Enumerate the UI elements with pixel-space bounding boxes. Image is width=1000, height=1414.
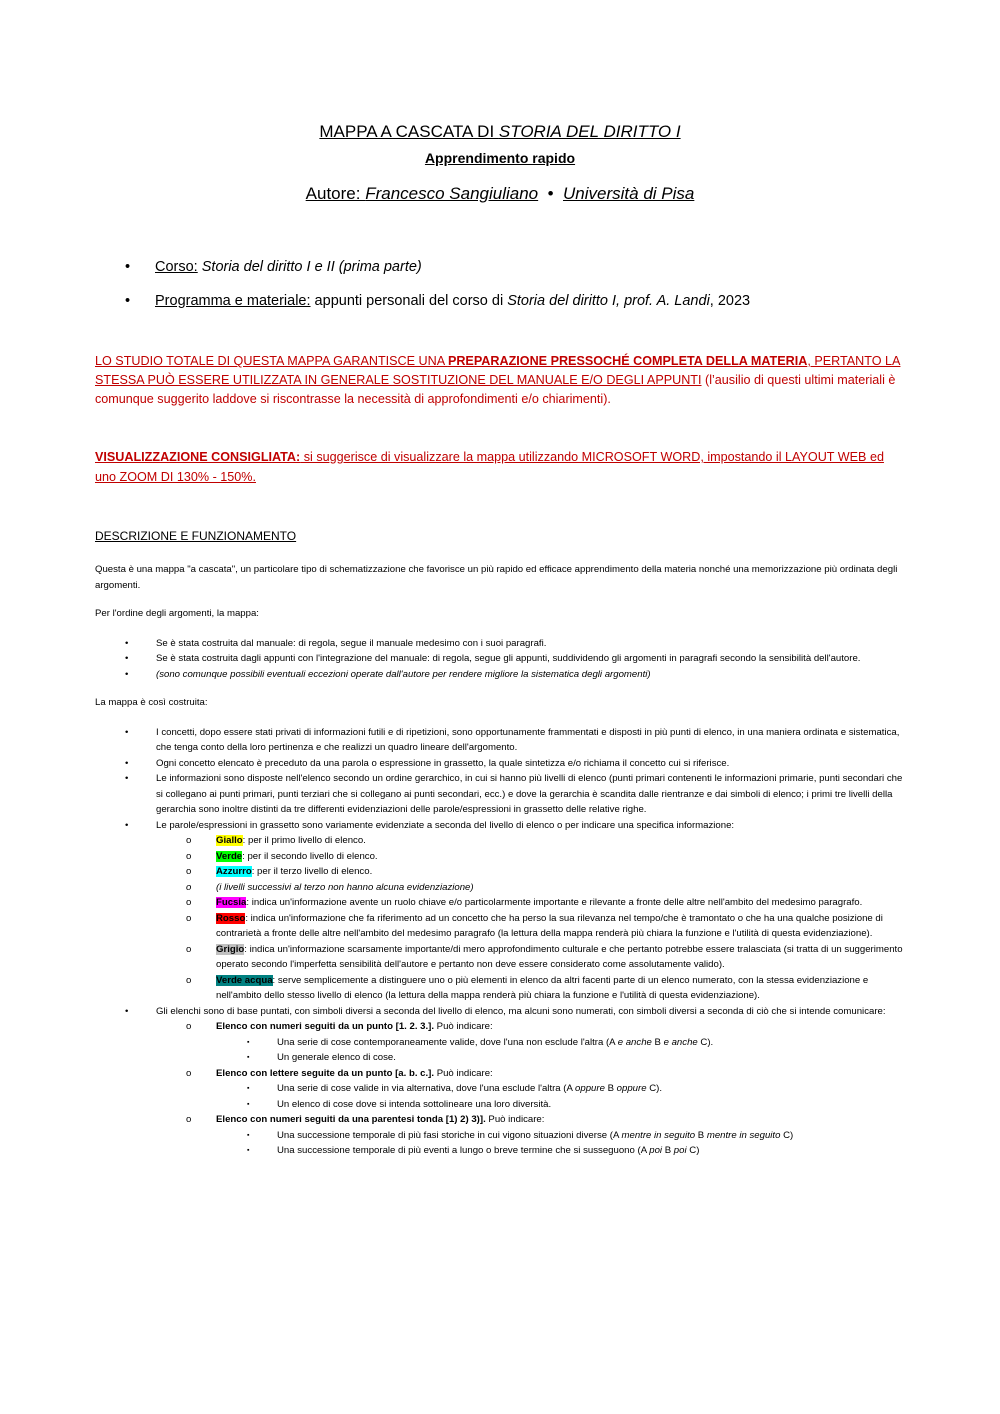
bullet-icon: •: [125, 653, 129, 664]
color-item-grey: [95, 942, 907, 973]
color-desc: : indica un'informazione scarsamente importante/di mero approfondimento culturale e che pertanto potrebbe essere tralasciata (si tratta di un suggerimento operato secondo l'imperfetta sensibilità dell'autore e pertanto non deve essere considerato come assolutamente valido).: [216, 943, 903, 970]
color-item-green: [95, 849, 907, 865]
circle-bullet-icon: o: [186, 866, 192, 877]
sub-italic: mentre in seguito: [621, 1129, 696, 1141]
sub-italic: oppure: [575, 1083, 605, 1094]
document-title: [0, 122, 1000, 142]
list-type-label: Elenco con lettere seguite da un punto [a. b. c.].: [216, 1067, 435, 1079]
color-desc: : per il primo livello di elenco.: [242, 835, 366, 846]
list-item: [95, 818, 907, 834]
circle-bullet-icon: o: [186, 1114, 192, 1125]
color-label: Fucsia: [216, 897, 247, 908]
circle-bullet-icon: o: [186, 881, 192, 893]
bullet-icon: •: [125, 668, 129, 680]
sub-text: Un generale elenco di cose.: [277, 1052, 396, 1063]
built-item-3: Le informazioni sono disposte nell'elenco secondo un ordine gerarchico, in cui si hanno più livelli di elenco (punti primari contenenti le informazioni primarie, punti secondari che si collegano ai punti primari, punti terziari che si collegano ai punti secondari, ecc.) e dove la gerarchia è scandita dalle rientranze e dai simboli di elenco; i primi tre livelli della gerarchia sono inoltre distinti da tre differenti evidenziazioni delle parole/espressioni in grassetto delle relative righe.: [156, 773, 903, 815]
list-item: [95, 651, 907, 667]
list-type-rest: Può indicare:: [434, 1067, 493, 1079]
course-value: Storia del diritto I e II (prima parte): [197, 259, 422, 275]
title-prefix: MAPPA A CASCATA DI: [319, 122, 499, 141]
color-label: Verde: [216, 850, 243, 862]
color-label: Grigio: [216, 943, 245, 955]
built-item-2: Ogni concetto elencato è preceduto da una parola o espressione in grassetto, la quale sintetizza e/o richiama il concetto cui si riferisce.: [156, 757, 730, 769]
color-item-yellow: [95, 833, 907, 849]
notice-part3: , PERTANTO LA STESSA PUÒ ESSERE UTILIZZATA IN GENERALE SOSTITUZIONE DEL MANUALE E/O DEGLI APPUNTI: [95, 354, 901, 387]
university-name: Università di Pisa: [563, 184, 695, 203]
sub-italic: e anche: [617, 1036, 652, 1048]
color-item-teal: [95, 973, 907, 1004]
sub-text: C).: [646, 1083, 662, 1094]
sub-text: Un elenco di cose dove si intenda sottolineare una loro diversità.: [277, 1098, 552, 1110]
square-bullet-icon: ▪: [247, 1147, 250, 1154]
list-type-letter-dot: [95, 1066, 907, 1082]
program-label: Programma e materiale:: [155, 293, 311, 309]
color-label: Verde acqua: [216, 974, 273, 986]
sub-italic: poi: [649, 1145, 663, 1156]
author-name: Francesco Sangiuliano: [365, 184, 539, 203]
info-list: [120, 256, 940, 324]
color-desc: : indica un'informazione che fa riferimento ad un concetto che ha perso la sua rilevanza nel tempo/che è tramontato o che ha una qualche posizione di contrarietà a fronte delle altre nell'ambito del medesimo paragrafo (la lettura della mappa renderà più chiara la funzione e l'utilità di questa evidenziazione).: [216, 912, 883, 939]
notice-paragraph: [95, 352, 907, 409]
list-item: [95, 756, 907, 772]
lists-item: Gli elenchi sono di base puntati, con simboli diversi a seconda del livello di elenco, ma alcuni sono numerati, con simboli diversi a seconda di ciò che si intende comunicare:: [156, 1005, 886, 1017]
color-label: Giallo: [216, 835, 243, 846]
list-item: [95, 667, 907, 683]
notice-part4: (l’ausilio di questi ultimi materiali è comunque suggerito laddove si riscontrasse la necessità di approfondimenti e/o chiarimenti).: [95, 373, 896, 406]
list-type-sub: [95, 1081, 907, 1097]
sub-text: B: [662, 1145, 674, 1156]
sub-italic: e anche: [663, 1036, 698, 1048]
visualization-label: VISUALIZZAZIONE CONSIGLIATA:: [95, 450, 301, 464]
order-item-3: (sono comunque possibili eventuali eccezioni operate dall'autore per rendere migliore la sistematica degli argomenti): [156, 668, 651, 680]
built-intro: La mappa è così costruita:: [95, 697, 208, 708]
author-label: Autore:: [305, 184, 366, 203]
bullet-icon: •: [125, 637, 129, 649]
list-type-sub: [95, 1128, 907, 1144]
list-type-numbered-paren: [95, 1112, 907, 1128]
bullet-icon: •: [125, 293, 131, 309]
sub-text: C): [780, 1129, 794, 1141]
program-source: Storia del diritto I, prof. A. Landi: [507, 293, 710, 309]
bullet-separator: •: [547, 184, 554, 203]
course-item: [120, 256, 940, 290]
sub-italic: mentre in seguito: [706, 1129, 781, 1141]
list-item: [95, 725, 907, 756]
list-type-sub: [95, 1097, 907, 1113]
sub-text: C): [686, 1145, 700, 1156]
sub-italic: oppure: [616, 1083, 647, 1094]
sub-text: Una successione temporale di più eventi a lungo o breve termine che si susseguono (A: [277, 1145, 650, 1156]
color-item-cyan: [95, 864, 907, 880]
bullet-icon: •: [125, 819, 129, 831]
circle-bullet-icon: o: [186, 1021, 192, 1032]
course-label: Corso:: [155, 259, 198, 275]
order-item-1: Se è stata costruita dal manuale: di regola, segue il manuale medesimo con i suoi paragrafi.: [156, 637, 547, 649]
list-type-label: Elenco con numeri seguiti da un punto [1. 2. 3.].: [216, 1021, 435, 1032]
color-desc: : serve semplicemente a distinguere uno o più elementi in elenco da altri facenti parte di un elenco numerato, con la stessa evidenziazione e nell'ambito dello stesso livello di elenco (la lettura della mappa renderà più chiara la funzione e l'utilità di questa evidenziazione).: [216, 974, 869, 1001]
square-bullet-icon: ▪: [247, 1054, 250, 1061]
list-type-sub: [95, 1035, 907, 1051]
bullet-icon: •: [125, 757, 129, 769]
visualization-paragraph: [95, 447, 907, 487]
document-subtitle: [0, 150, 1000, 166]
sub-text: Una serie di cose valide in via alternativa, dove l'una esclude l'altra (A: [277, 1083, 576, 1094]
sub-text: C).: [697, 1036, 714, 1048]
bullet-icon: •: [125, 773, 129, 784]
order-item-2: Se è stata costruita dagli appunti con l'integrazione del manuale: di regola, segue gli appunti, suddividendo gli argomenti in paragrafi secondo la sensibilità dell'autore.: [156, 653, 861, 664]
built-item-4: Le parole/espressioni in grassetto sono variamente evidenziate a seconda del livello di elenco o per indicare una specifica informazione:: [156, 819, 735, 831]
intro-paragraph: Questa è una mappa "a cascata", un particolare tipo di schematizzazione che favorisce un più rapido ed efficace apprendimento della materia nonché una memorizzazione più ordinata degli argomenti.: [95, 564, 898, 591]
section-body: [95, 562, 907, 1159]
square-bullet-icon: ▪: [247, 1085, 250, 1092]
circle-bullet-icon: o: [186, 1067, 192, 1079]
color-desc: (i livelli successivi al terzo non hanno alcuna evidenziazione): [216, 881, 474, 893]
bullet-icon: •: [125, 259, 131, 275]
color-label: Azzurro: [216, 866, 252, 877]
circle-bullet-icon: o: [186, 912, 192, 924]
color-desc: : indica un'informazione avente un ruolo chiave e/o particolarmente importante e rilevante a fronte delle altre nell'ambito del medesimo paragrafo.: [246, 897, 863, 908]
color-desc: : per il secondo livello di elenco.: [242, 850, 378, 862]
list-type-numbered-dot: [95, 1019, 907, 1035]
color-item-magenta: [95, 895, 907, 911]
color-desc: : per il terzo livello di elenco.: [251, 866, 373, 877]
list-type-label: Elenco con numeri seguiti da una parentesi tonda [1) 2) 3)].: [216, 1114, 486, 1125]
square-bullet-icon: ▪: [247, 1131, 250, 1139]
program-item: [120, 290, 940, 324]
list-type-rest: Può indicare:: [485, 1114, 545, 1125]
list-item: [95, 1004, 907, 1020]
circle-bullet-icon: o: [186, 943, 192, 955]
sub-italic: poi: [673, 1145, 687, 1156]
sub-text: B: [651, 1036, 664, 1048]
square-bullet-icon: ▪: [247, 1100, 250, 1108]
list-type-sub: [95, 1143, 907, 1159]
notice-part1: LO STUDIO TOTALE DI QUESTA MAPPA GARANTISCE UNA: [95, 354, 448, 368]
visualization-text: si suggerisce di visualizzare la mappa utilizzando MICROSOFT WORD, impostando il LAYOUT WEB ed uno ZOOM DI 130% - 150%.: [95, 450, 884, 484]
bullet-icon: •: [125, 726, 129, 738]
sub-text: B: [604, 1083, 617, 1094]
sub-text: Una serie di cose contemporaneamente valide, dove l'una non esclude l'altra (A: [277, 1036, 618, 1048]
list-item: [95, 771, 907, 818]
bullet-icon: •: [125, 1005, 129, 1017]
circle-bullet-icon: o: [186, 850, 192, 862]
list-type-sub: [95, 1050, 907, 1066]
title-subject: STORIA DEL DIRITTO I: [498, 122, 681, 141]
subtitle-text: Apprendimento rapido: [424, 150, 576, 166]
program-year: , 2023: [709, 293, 751, 309]
order-intro: Per l'ordine degli argomenti, la mappa:: [95, 608, 259, 619]
built-item-1: I concetti, dopo essere stati privati di informazioni futili e di ripetizioni, sono opportunamente frammentati e disposti in più punti di elenco, in una maniera ordinata e sistematica, che tenga conto della loro pertinenza e che realizzi un quadro lineare dell'argomento.: [156, 726, 900, 753]
program-text: appunti personali del corso di: [310, 293, 508, 309]
color-item-red: [95, 911, 907, 942]
list-type-rest: Può indicare:: [434, 1021, 493, 1032]
sub-text: B: [695, 1129, 707, 1141]
circle-bullet-icon: o: [186, 974, 192, 986]
circle-bullet-icon: o: [186, 897, 192, 908]
author-line: [0, 184, 1000, 204]
list-item: [95, 636, 907, 652]
sub-text: Una successione temporale di più fasi storiche in cui vigono situazioni diverse (A: [277, 1129, 622, 1141]
square-bullet-icon: ▪: [247, 1038, 250, 1046]
color-item-note: [95, 880, 907, 896]
circle-bullet-icon: o: [186, 835, 192, 846]
section-heading: DESCRIZIONE E FUNZIONAMENTO: [95, 529, 297, 543]
notice-part2: PREPARAZIONE PRESSOCHÉ COMPLETA DELLA MATERIA: [447, 354, 808, 368]
color-label: Rosso: [216, 912, 246, 924]
